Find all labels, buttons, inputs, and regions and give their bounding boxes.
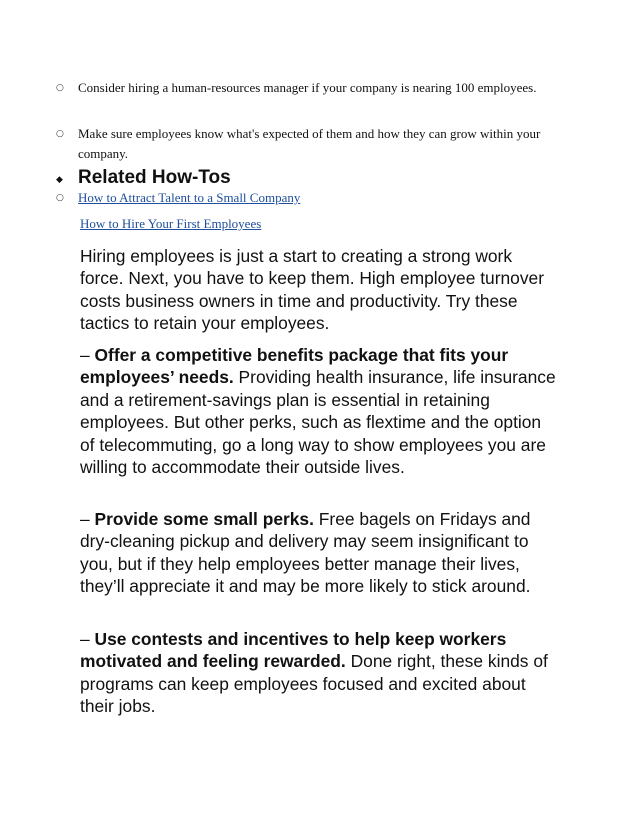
related-link-item (80, 214, 261, 234)
related-heading: Related How-Tos (78, 167, 231, 188)
tip-lead: Offer a competitive benefits package that fits your employees’ needs. (80, 345, 509, 388)
diamond-bullet-icon: ◆ (56, 175, 63, 185)
link-hire-first-employees[interactable]: How to Hire Your First Employees (80, 216, 262, 231)
tip-body: Done right, these kinds of programs can keep employees focused and excited about their jobs. (80, 651, 548, 717)
tip-contests (80, 628, 560, 718)
bullet-item-expectations (56, 124, 556, 164)
tip-lead: Provide some small perks. (94, 509, 314, 529)
tip-benefits (80, 344, 560, 478)
tip-dash: – (80, 509, 90, 529)
circle-bullet-icon: ○ (56, 129, 64, 139)
circle-bullet-icon: ○ (56, 193, 64, 203)
bullet-text: Consider hiring a human-resources manager if your company is nearing 100 employees. (78, 80, 537, 95)
tip-dash: – (80, 345, 90, 365)
tip-dash: – (80, 629, 90, 649)
tip-small-perks (80, 508, 560, 598)
intro-paragraph: Hiring employees is just a start to creating a strong work force. Next, you have to keep them. High employee turnover costs business owners in time and productivity. Try these tactics to retain your employees. (80, 246, 544, 334)
bullet-text: Make sure employees know what's expected of them and how they can grow within your company. (78, 126, 541, 161)
tip-body: Free bagels on Fridays and dry-cleaning pickup and delivery may seem insignificant to you, but if they help employees better manage their lives, they’ll appreciate it and may be more likely to stick around. (80, 509, 531, 597)
bullet-item-hr-manager (56, 78, 556, 98)
related-link-item (56, 188, 556, 208)
tip-lead: Use contests and incentives to help keep workers motivated and feeling rewarded. (80, 629, 507, 672)
related-howtos (56, 166, 556, 190)
link-attract-talent[interactable]: How to Attract Talent to a Small Company (78, 190, 301, 205)
tip-body: Providing health insurance, life insurance and a retirement-savings plan is essential in retaining employees. But other perks, such as flextime and the option of telecommuting, go a long way to show employees you are willing to accommodate their outside lives. (80, 367, 556, 478)
circle-bullet-icon: ○ (56, 83, 64, 93)
